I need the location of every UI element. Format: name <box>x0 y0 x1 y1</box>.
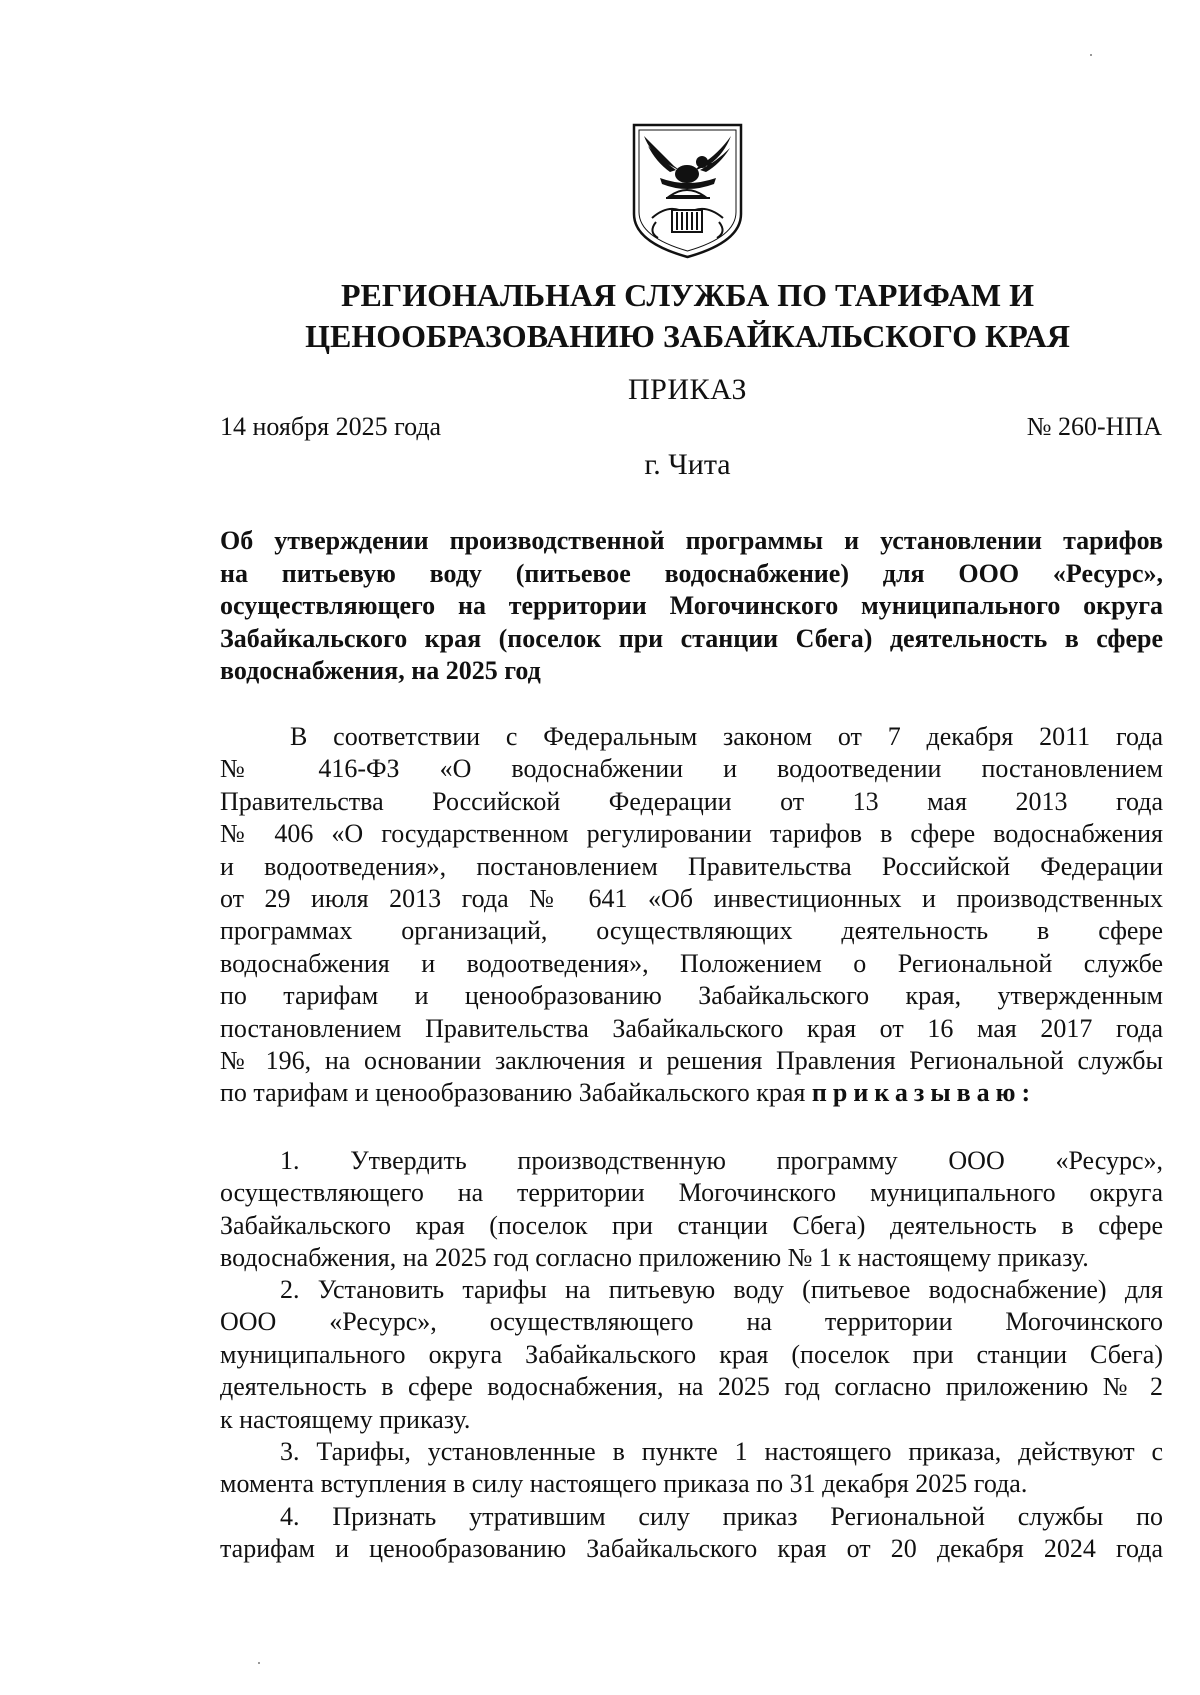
preamble-last-text: по тарифам и ценообразованию Забайкальского края <box>220 1078 812 1108</box>
item-line: 2. Установить тарифы на питьевую воду (питьевое водоснабжение) для <box>280 1275 1163 1304</box>
scan-speck <box>258 1662 260 1664</box>
scan-speck <box>1090 54 1092 56</box>
document-type: ПРИКАЗ <box>628 373 747 406</box>
item-line: деятельность в сфере водоснабжения, на 2025 год согласно приложению № 2 <box>220 1372 1163 1402</box>
preamble-line: от 29 июля 2013 года № 641 «Об инвестиционных и производственных <box>220 884 1163 914</box>
preamble-line: В соответствии с Федеральным законом от 7 декабря 2011 года <box>290 722 1163 751</box>
item-line: 1. Утвердить производственную программу ООО «Ресурс», <box>280 1146 1163 1175</box>
subject-line: водоснабжения, на 2025 год <box>220 656 541 685</box>
preamble-line: № 416-ФЗ «О водоснабжении и водоотведении постановлением <box>220 754 1163 784</box>
order-subject <box>220 525 1163 688</box>
coat-of-arms-icon <box>630 122 745 260</box>
order-verb: приказываю: <box>811 1078 1037 1108</box>
order-item-1 <box>220 1145 1163 1275</box>
item-line: водоснабжения, на 2025 год согласно приложению № 1 к настоящему приказу. <box>220 1243 1089 1273</box>
subject-line: Об утверждении производственной программы и установлении тарифов <box>220 526 1163 555</box>
preamble-line <box>220 1077 1163 1109</box>
preamble-line: и водоотведения», постановлением Правительства Российской Федерации <box>220 851 1163 881</box>
order-item-2 <box>220 1274 1163 1436</box>
preamble-line: № 196, на основании заключения и решения Правления Региональной службы <box>220 1046 1163 1076</box>
item-line: к настоящему приказу. <box>220 1404 471 1434</box>
subject-line: Забайкальского края (поселок при станции Сбега) деятельность в сфере <box>220 623 1163 653</box>
item-line: Забайкальского края (поселок при станции Сбега) деятельность в сфере <box>220 1210 1163 1240</box>
preamble-line: по тарифам и ценообразованию Забайкальского края, утвержденным <box>220 981 1163 1011</box>
preamble-line: Правительства Российской Федерации от 13 мая 2013 года <box>220 786 1163 816</box>
org-title-line-1: РЕГИОНАЛЬНАЯ СЛУЖБА ПО ТАРИФАМ И <box>340 277 1034 313</box>
subject-line: на питьевую воду (питьевое водоснабжение) для ООО «Ресурс», <box>220 558 1163 588</box>
item-line: 4. Признать утратившим силу приказ Региональной службы по <box>280 1502 1163 1531</box>
order-item-3 <box>220 1436 1163 1501</box>
order-item-4 <box>220 1501 1163 1566</box>
order-date: 14 ноября 2025 года <box>220 412 442 441</box>
item-line: момента вступления в силу настоящего приказа по 31 декабря 2025 года. <box>220 1469 1028 1499</box>
preamble-line: постановлением Правительства Забайкальского края от 16 мая 2017 года <box>220 1013 1163 1043</box>
item-line: ООО «Ресурс», осуществляющего на территории Могочинского <box>220 1307 1163 1337</box>
preamble-paragraph <box>220 721 1163 1110</box>
preamble-line: № 406 «О государственном регулировании тарифов в сфере водоснабжения <box>220 819 1163 849</box>
item-line: тарифам и ценообразованию Забайкальского края от 20 декабря 2024 года <box>220 1534 1163 1564</box>
preamble-line: программах организаций, осуществляющих деятельность в сфере <box>220 916 1163 946</box>
order-city: г. Чита <box>644 448 731 481</box>
preamble-line: водоснабжения и водоотведения», Положением о Региональной службе <box>220 948 1163 978</box>
order-number: № 260-НПА <box>1026 412 1162 441</box>
item-line: муниципального округа Забайкальского края (поселок при станции Сбега) <box>220 1339 1163 1369</box>
item-line: 3. Тарифы, установленные в пункте 1 настоящего приказа, действуют с <box>280 1437 1163 1466</box>
subject-line: осуществляющего на территории Могочинского муниципального округа <box>220 591 1163 620</box>
org-title-line-2: ЦЕНООБРАЗОВАНИЮ ЗАБАЙКАЛЬСКОГО КРАЯ <box>305 318 1070 354</box>
item-line: осуществляющего на территории Могочинского муниципального округа <box>220 1178 1163 1208</box>
